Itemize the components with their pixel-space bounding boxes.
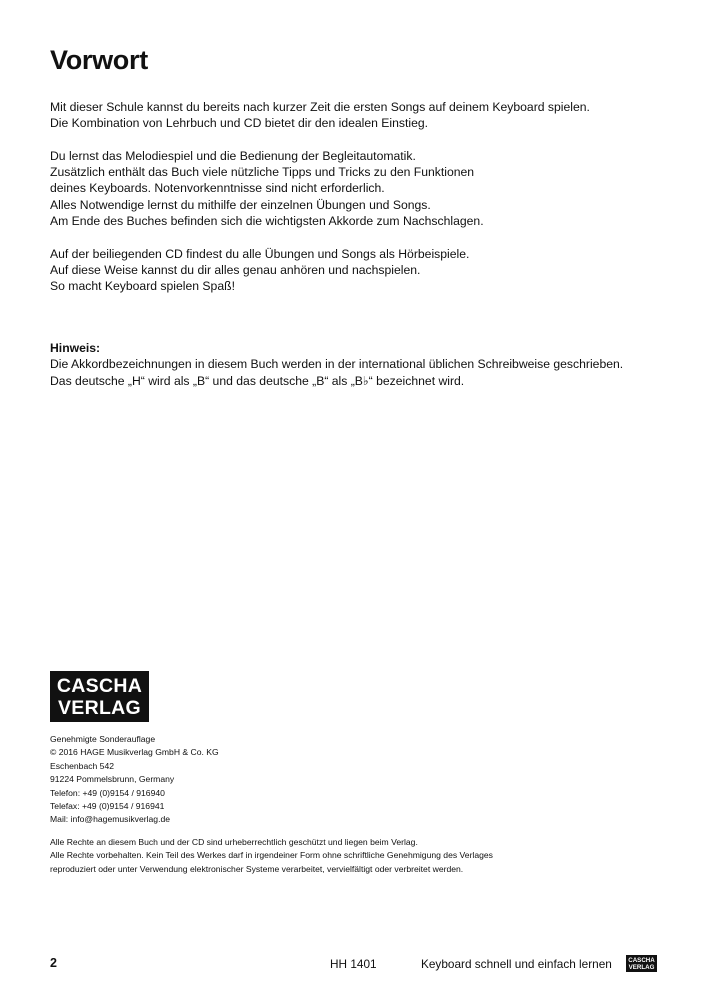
text-line: Am Ende des Buches befinden sich die wichtigsten Akkorde zum Nachschlagen. — [50, 214, 484, 229]
text-line: deines Keyboards. Notenvorkenntnisse sind nicht erforderlich. — [50, 181, 385, 196]
text-line: Auf diese Weise kannst du dir alles genau anhören und nachspielen. — [50, 262, 421, 277]
paragraph-intro — [50, 99, 670, 132]
rights-notice — [50, 836, 493, 876]
paragraph-contents — [50, 148, 670, 229]
catalog-code: HH 1401 — [330, 957, 377, 971]
text-line: Die Kombination von Lehrbuch und CD bietet dir den idealen Einstieg. — [50, 116, 429, 131]
imprint-line: Telefon: +49 (0)9154 / 916940 — [50, 787, 165, 798]
logo-line: VERLAG — [57, 697, 142, 719]
imprint-line: Eschenbach 542 — [50, 760, 115, 771]
footer-publisher-logo — [626, 955, 657, 972]
text-line: Die Akkordbezeichnungen in diesem Buch werden in der international üblichen Schreibweise geschrieben. — [50, 357, 624, 372]
text-line: Du lernst das Melodiespiel und die Bedienung der Begleitautomatik. — [50, 148, 416, 163]
imprint-line: © 2016 HAGE Musikverlag GmbH & Co. KG — [50, 747, 219, 758]
logo-line: VERLAG — [628, 963, 655, 971]
rights-line: Alle Rechte an diesem Buch und der CD sind urheberrechtlich geschützt und liegen beim Verlag. — [50, 837, 418, 847]
logo-line: CASCHA — [628, 956, 655, 964]
text-line: Alles Notwendige lernst du mithilfe der einzelnen Übungen und Songs. — [50, 197, 431, 212]
foreword-body — [50, 99, 670, 311]
paragraph-cd — [50, 246, 670, 295]
page-number: 2 — [50, 956, 57, 970]
rights-line: Alle Rechte vorbehalten. Kein Teil des Werkes darf in irgendeiner Form ohne schriftliche Genehmigung des Verlages — [50, 850, 493, 861]
text-line: Das deutsche „H“ wird als „B“ und das deutsche „B“ als „B♭“ bezeichnet wird. — [50, 373, 465, 388]
imprint — [50, 733, 219, 827]
running-title: Keyboard schnell und einfach lernen — [421, 957, 612, 971]
hint-heading: Hinweis: — [50, 341, 101, 355]
imprint-line: Telefax: +49 (0)9154 / 916941 — [50, 801, 165, 812]
text-line: So macht Keyboard spielen Spaß! — [50, 279, 235, 294]
text-line: Mit dieser Schule kannst du bereits nach kurzer Zeit die ersten Songs auf deinem Keyboard spielen. — [50, 100, 590, 114]
imprint-line: 91224 Pommelsbrunn, Germany — [50, 774, 175, 785]
text-line: Zusätzlich enthält das Buch viele nützliche Tipps und Tricks zu den Funktionen — [50, 165, 475, 180]
rights-line: reproduziert oder unter Verwendung elektronischer Systeme verarbeitet, vervielfältigt oder verbreitet werden. — [50, 863, 464, 874]
publisher-logo — [50, 671, 149, 722]
logo-line: CASCHA — [56, 675, 143, 697]
imprint-line: Genehmigte Sonderauflage — [50, 734, 156, 744]
text-line: Auf der beiliegenden CD findest du alle Übungen und Songs als Hörbeispiele. — [50, 246, 470, 261]
imprint-line: Mail: info@hagemusikverlag.de — [50, 814, 171, 825]
page-title: Vorwort — [50, 45, 148, 75]
hint-note — [50, 340, 680, 389]
